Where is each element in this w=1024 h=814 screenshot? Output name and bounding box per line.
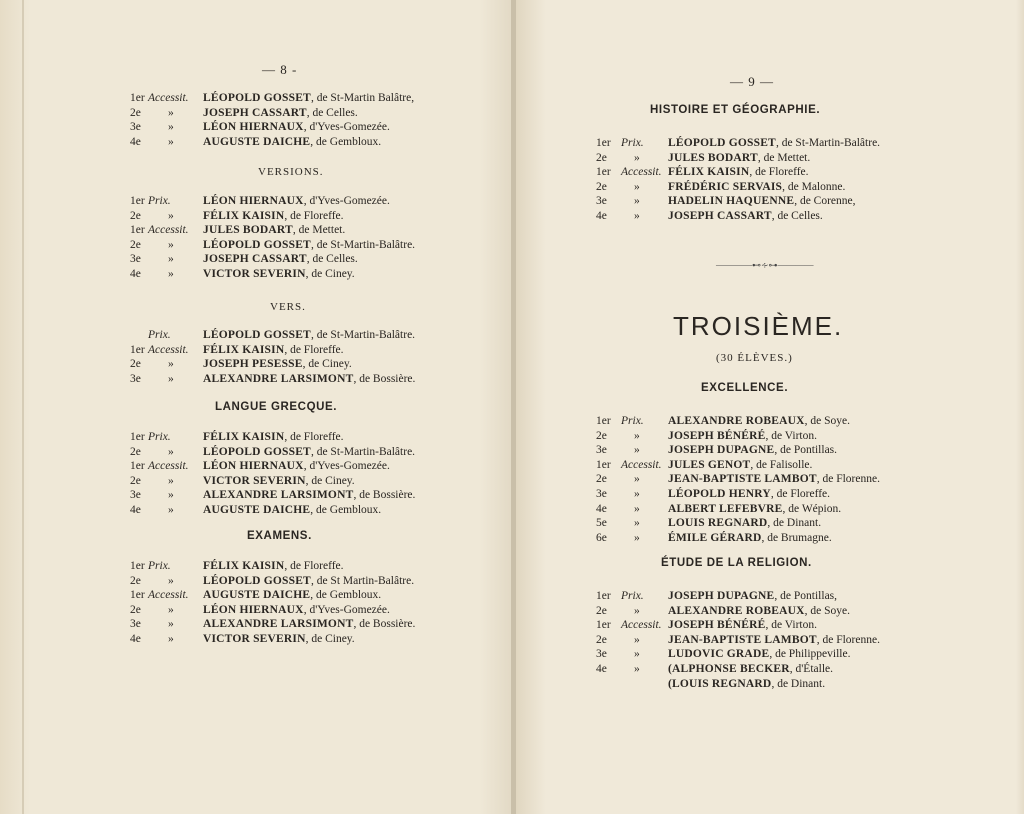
- section-heading: EXCELLENCE.: [701, 382, 789, 394]
- winner-place: , de Dinant.: [771, 677, 826, 690]
- rank-label: 2e: [596, 633, 607, 646]
- award-label: Prix.: [148, 195, 171, 207]
- rank-label: 2e: [130, 238, 141, 251]
- winner-entry: [668, 472, 880, 486]
- winner-entry: [668, 458, 812, 472]
- rank-label: 2e: [596, 429, 607, 442]
- award-label: »: [168, 489, 174, 502]
- winner-entry: [203, 474, 355, 488]
- winner-place: , de Pontillas.: [774, 444, 838, 457]
- award-label: »: [168, 603, 174, 616]
- winner-entry: [203, 617, 415, 631]
- rank-label: 1er: [130, 589, 145, 602]
- award-label: Accessit.: [148, 343, 189, 356]
- rank-label: 3e: [596, 444, 607, 457]
- winner-name: VICTOR SEVERIN: [203, 633, 306, 645]
- award-label: Accessit.: [148, 589, 189, 602]
- award-label: »: [168, 633, 174, 645]
- winner-place: , de Dinant.: [767, 517, 822, 530]
- winner-entry: [668, 136, 880, 150]
- award-label: Prix.: [148, 560, 171, 572]
- winner-place: , d'Yves-Gomezée.: [303, 195, 390, 207]
- rank-label: 4e: [130, 268, 141, 280]
- rank-label: 1er: [596, 166, 611, 179]
- winner-entry: [203, 488, 415, 502]
- rank-label: 1er: [130, 92, 145, 104]
- winner-name: LÉOPOLD GOSSET: [203, 238, 311, 251]
- winner-entry: [668, 429, 817, 443]
- winner-name: JOSEPH DUPAGNE: [668, 444, 775, 457]
- winner-name: FÉLIX KAISIN: [203, 431, 285, 443]
- page-number: — 8 -: [262, 62, 298, 77]
- award-label: »: [634, 210, 640, 222]
- winner-name: LÉOPOLD GOSSET: [203, 92, 311, 104]
- winner-place: , de Celles.: [771, 210, 823, 222]
- section-heading: ÉTUDE DE LA RELIGION.: [661, 557, 812, 569]
- winner-place: , de Pontillas,: [774, 590, 838, 602]
- rank-label: 2e: [130, 209, 141, 222]
- winner-name: JOSEPH DUPAGNE: [668, 590, 775, 602]
- winner-name: AUGUSTE DAICHE: [203, 135, 311, 148]
- winner-entry: [668, 618, 817, 632]
- winner-name: JEAN-BAPTISTE LAMBOT: [668, 633, 817, 646]
- rank-label: 1er: [130, 460, 145, 473]
- winner-place: , de St-Martin-Balâtre.: [775, 137, 881, 149]
- class-title: TROISIÈME.: [673, 311, 844, 341]
- award-label: »: [634, 517, 640, 530]
- award-label: »: [634, 429, 640, 442]
- rank-label: 4e: [596, 210, 607, 222]
- section-heading: VERS.: [270, 301, 306, 313]
- rank-label: 4e: [130, 135, 141, 148]
- winner-name: JULES BODART: [668, 151, 758, 164]
- winner-place: , de Virton.: [765, 429, 817, 442]
- winner-entry: [668, 502, 841, 516]
- winner-name: (LOUIS REGNARD: [668, 677, 772, 690]
- winner-name: VICTOR SEVERIN: [203, 474, 306, 487]
- rank-label: 2e: [130, 603, 141, 616]
- winner-place: , de Floreffe.: [770, 488, 831, 500]
- award-label: »: [168, 618, 174, 631]
- winner-place: , de Corenne,: [794, 195, 856, 208]
- winner-name: ALEXANDRE ROBEAUX: [668, 604, 805, 617]
- winner-entry: [203, 503, 381, 517]
- award-label: Prix.: [148, 431, 171, 443]
- winner-place: , d'Étalle.: [789, 663, 833, 675]
- section-heading: HISTOIRE ET GÉOGRAPHIE.: [650, 104, 821, 116]
- winner-place: , de Ciney.: [305, 633, 355, 645]
- rank-label: 4e: [596, 502, 607, 515]
- award-label: »: [168, 504, 174, 516]
- award-label: »: [168, 474, 174, 487]
- rank-label: 4e: [130, 504, 141, 516]
- winner-name: JULES GENOT: [668, 458, 751, 471]
- winner-place: , de Brumagne.: [761, 531, 832, 544]
- winner-place: , de Celles.: [306, 106, 358, 119]
- winner-name: FÉLIX KAISIN: [203, 209, 285, 222]
- winner-entry: [668, 677, 825, 691]
- winner-entry: [203, 135, 381, 149]
- winner-name: JOSEPH BÉNÉRÉ: [668, 429, 766, 442]
- rank-label: 4e: [596, 663, 607, 675]
- winner-place: , de Ciney.: [302, 358, 352, 371]
- winner-name: LÉOPOLD GOSSET: [203, 445, 311, 458]
- class-subtitle: (30 ÉLÈVES.): [716, 352, 793, 364]
- award-label: »: [634, 180, 640, 193]
- award-label: »: [634, 663, 640, 675]
- winner-place: , de Floreffe.: [284, 431, 344, 443]
- award-label: Accessit.: [148, 92, 189, 104]
- rank-label: 1er: [130, 224, 145, 237]
- rank-label: 4e: [130, 633, 141, 645]
- winner-place: , de Falisolle.: [750, 458, 813, 471]
- winner-entry: [203, 603, 390, 617]
- winner-place: , de Bossière.: [353, 372, 416, 385]
- winner-entry: [203, 223, 345, 237]
- winner-entry: [203, 445, 415, 459]
- winner-place: , de Mettet.: [757, 151, 811, 164]
- rank-label: 2e: [130, 445, 141, 458]
- winner-place: , de Gembloux.: [310, 589, 382, 602]
- rank-label: 3e: [130, 253, 141, 266]
- winner-name: LOUIS REGNARD: [668, 517, 768, 530]
- winner-name: ALEXANDRE LARSIMONT: [203, 489, 354, 502]
- rank-label: 2e: [596, 151, 607, 164]
- rank-label: 1er: [130, 343, 145, 356]
- winner-entry: [203, 343, 344, 357]
- winner-name: HADELIN HAQUENNE: [668, 195, 795, 208]
- award-label: »: [168, 358, 174, 371]
- rank-label: 1er: [596, 590, 611, 602]
- winner-name: AUGUSTE DAICHE: [203, 589, 311, 602]
- winner-place: , de Philippeville.: [769, 648, 851, 661]
- winner-entry: [668, 516, 821, 530]
- winner-name: ALEXANDRE LARSIMONT: [203, 372, 354, 385]
- section-heading: VERSIONS.: [258, 166, 324, 178]
- page-edge: [22, 0, 24, 814]
- award-label: »: [168, 238, 174, 251]
- award-label: Prix.: [621, 415, 644, 427]
- rank-label: 1er: [130, 195, 145, 207]
- rank-label: 6e: [596, 531, 607, 544]
- right-page: [516, 0, 1024, 814]
- winner-name: VICTOR SEVERIN: [203, 268, 306, 280]
- winner-name: JOSEPH BÉNÉRÉ: [668, 619, 766, 632]
- award-label: »: [634, 502, 640, 515]
- winner-name: JULES BODART: [203, 224, 293, 237]
- award-label: »: [634, 633, 640, 646]
- winner-name: JOSEPH CASSART: [668, 210, 772, 222]
- winner-place: , de Gembloux.: [310, 504, 382, 516]
- winner-entry: [668, 647, 850, 661]
- winner-place: , de St-Martin Balâtre,: [310, 92, 415, 104]
- rank-label: 1er: [130, 560, 145, 572]
- rank-label: 2e: [596, 473, 607, 486]
- rank-label: 3e: [130, 489, 141, 502]
- winner-name: AUGUSTE DAICHE: [203, 504, 311, 516]
- award-label: »: [634, 444, 640, 457]
- winner-place: , de Bossière.: [353, 489, 416, 502]
- award-label: Accessit.: [148, 224, 189, 237]
- winner-entry: [203, 588, 381, 602]
- winner-place: , de St-Martin-Balâtre.: [310, 329, 416, 341]
- winner-entry: [203, 238, 415, 252]
- winner-name: FÉLIX KAISIN: [203, 343, 285, 356]
- award-label: »: [168, 209, 174, 222]
- award-label: »: [168, 445, 174, 458]
- winner-entry: [203, 372, 415, 386]
- winner-name: LÉOPOLD GOSSET: [203, 574, 311, 587]
- winner-name: JOSEPH CASSART: [203, 106, 307, 119]
- award-label: »: [168, 268, 174, 280]
- section-heading: EXAMENS.: [247, 530, 312, 542]
- winner-entry: [203, 459, 390, 473]
- winner-place: , de Wépion.: [782, 502, 842, 515]
- winner-entry: [668, 165, 809, 179]
- rank-label: 3e: [596, 195, 607, 208]
- winner-entry: [203, 120, 390, 134]
- winner-place: , de St Martin-Balâtre.: [310, 574, 415, 587]
- section-heading: LANGUE GRECQUE.: [215, 401, 338, 413]
- winner-entry: [668, 180, 845, 194]
- winner-name: FÉLIX KAISIN: [203, 560, 285, 572]
- winner-entry: [668, 531, 832, 545]
- winner-name: JOSEPH PESESSE: [203, 358, 303, 371]
- award-label: »: [634, 604, 640, 617]
- winner-place: , de Celles.: [306, 253, 358, 266]
- award-label: Accessit.: [621, 166, 662, 179]
- rank-label: 1er: [596, 415, 611, 427]
- winner-name: LUDOVIC GRADE: [668, 648, 770, 661]
- winner-place: , de Soye.: [804, 415, 850, 427]
- rank-label: 3e: [130, 372, 141, 385]
- rank-label: 1er: [596, 137, 611, 149]
- winner-place: , de Floreffe.: [284, 560, 344, 572]
- winner-place: , de Florenne.: [816, 473, 880, 486]
- winner-place: , de Ciney.: [305, 268, 355, 280]
- winner-entry: [668, 487, 830, 501]
- award-label: Accessit.: [621, 458, 662, 471]
- award-label: »: [634, 195, 640, 208]
- winner-entry: [668, 604, 850, 618]
- winner-name: FRÉDÉRIC SERVAIS: [668, 180, 783, 193]
- winner-entry: [668, 414, 850, 428]
- winner-entry: [203, 632, 355, 646]
- award-label: »: [168, 574, 174, 587]
- winner-entry: [668, 194, 856, 208]
- award-label: Prix.: [621, 137, 644, 149]
- rank-label: 1er: [596, 458, 611, 471]
- winner-entry: [668, 209, 823, 223]
- winner-entry: [203, 267, 355, 281]
- winner-name: LÉOPOLD GOSSET: [668, 137, 776, 149]
- award-label: Accessit.: [148, 460, 189, 473]
- rank-label: 3e: [130, 121, 141, 134]
- award-label: Prix.: [148, 329, 171, 341]
- award-label: »: [168, 135, 174, 148]
- winner-name: ALEXANDRE LARSIMONT: [203, 618, 354, 631]
- award-label: »: [168, 121, 174, 134]
- winner-place: , de St-Martin-Balâtre.: [310, 238, 416, 251]
- winner-name: ALEXANDRE ROBEAUX: [668, 415, 805, 427]
- award-label: »: [634, 488, 640, 500]
- winner-entry: [203, 328, 415, 342]
- winner-entry: [203, 252, 358, 266]
- winner-name: ÉMILE GÉRARD: [668, 531, 762, 544]
- winner-place: , de Floreffe.: [749, 166, 809, 179]
- award-label: »: [168, 372, 174, 385]
- rank-label: 3e: [596, 648, 607, 661]
- winner-entry: [668, 443, 837, 457]
- rank-label: 2e: [596, 180, 607, 193]
- winner-name: LÉON HIERNAUX: [203, 121, 304, 134]
- winner-place: , de Ciney.: [305, 474, 355, 487]
- winner-name: LÉOPOLD GOSSET: [203, 329, 311, 341]
- winner-name: FÉLIX KAISIN: [668, 166, 750, 179]
- award-label: »: [168, 106, 174, 119]
- rank-label: 3e: [130, 618, 141, 631]
- award-label: Accessit.: [621, 619, 662, 632]
- winner-entry: [203, 559, 344, 573]
- winner-place: , de Florenne.: [816, 633, 880, 646]
- winner-name: ALBERT LEFEBVRE: [668, 502, 783, 515]
- rank-label: 2e: [596, 604, 607, 617]
- winner-place: , de Floreffe.: [284, 209, 344, 222]
- winner-place: , de Mettet.: [292, 224, 346, 237]
- ornament-divider: ————⊷∻⊶————: [716, 260, 814, 270]
- winner-place: , de Gembloux.: [310, 135, 382, 148]
- winner-place: , de Floreffe.: [284, 343, 344, 356]
- rank-label: 2e: [130, 358, 141, 371]
- winner-name: LÉON HIERNAUX: [203, 460, 304, 473]
- winner-name: LÉON HIERNAUX: [203, 603, 304, 616]
- winner-entry: [203, 209, 344, 223]
- winner-place: , de St-Martin-Balâtre.: [310, 445, 416, 458]
- winner-entry: [668, 662, 833, 676]
- winner-entry: [203, 194, 390, 208]
- winner-name: JEAN-BAPTISTE LAMBOT: [668, 473, 817, 486]
- winner-entry: [203, 357, 352, 371]
- winner-name: (ALPHONSE BECKER: [668, 663, 790, 675]
- winner-name: LÉOPOLD HENRY: [668, 488, 771, 500]
- award-label: »: [168, 253, 174, 266]
- winner-place: , de Soye.: [804, 604, 850, 617]
- winner-entry: [668, 633, 880, 647]
- winner-entry: [668, 151, 810, 165]
- winner-name: LÉON HIERNAUX: [203, 195, 304, 207]
- winner-entry: [668, 589, 837, 603]
- award-label: »: [634, 531, 640, 544]
- winner-place: , de Bossière.: [353, 618, 416, 631]
- award-label: »: [634, 473, 640, 486]
- winner-entry: [203, 106, 358, 120]
- rank-label: 5e: [596, 517, 607, 530]
- winner-entry: [203, 574, 414, 588]
- rank-label: 2e: [130, 574, 141, 587]
- rank-label: 3e: [596, 488, 607, 500]
- rank-label: 2e: [130, 474, 141, 487]
- award-label: Prix.: [621, 590, 644, 602]
- rank-label: 1er: [130, 431, 145, 443]
- winner-entry: [203, 91, 414, 105]
- winner-place: , d'Yves-Gomezée.: [303, 121, 390, 134]
- winner-name: JOSEPH CASSART: [203, 253, 307, 266]
- page-number: — 9 —: [730, 74, 774, 89]
- winner-entry: [203, 430, 344, 444]
- rank-label: 1er: [596, 619, 611, 632]
- winner-place: , d'Yves-Gomezée.: [303, 460, 390, 473]
- winner-place: , de Malonne.: [782, 180, 846, 193]
- award-label: »: [634, 648, 640, 661]
- rank-label: 2e: [130, 106, 141, 119]
- winner-place: , d'Yves-Gomezée.: [303, 603, 390, 616]
- winner-place: , de Virton.: [765, 619, 817, 632]
- award-label: »: [634, 151, 640, 164]
